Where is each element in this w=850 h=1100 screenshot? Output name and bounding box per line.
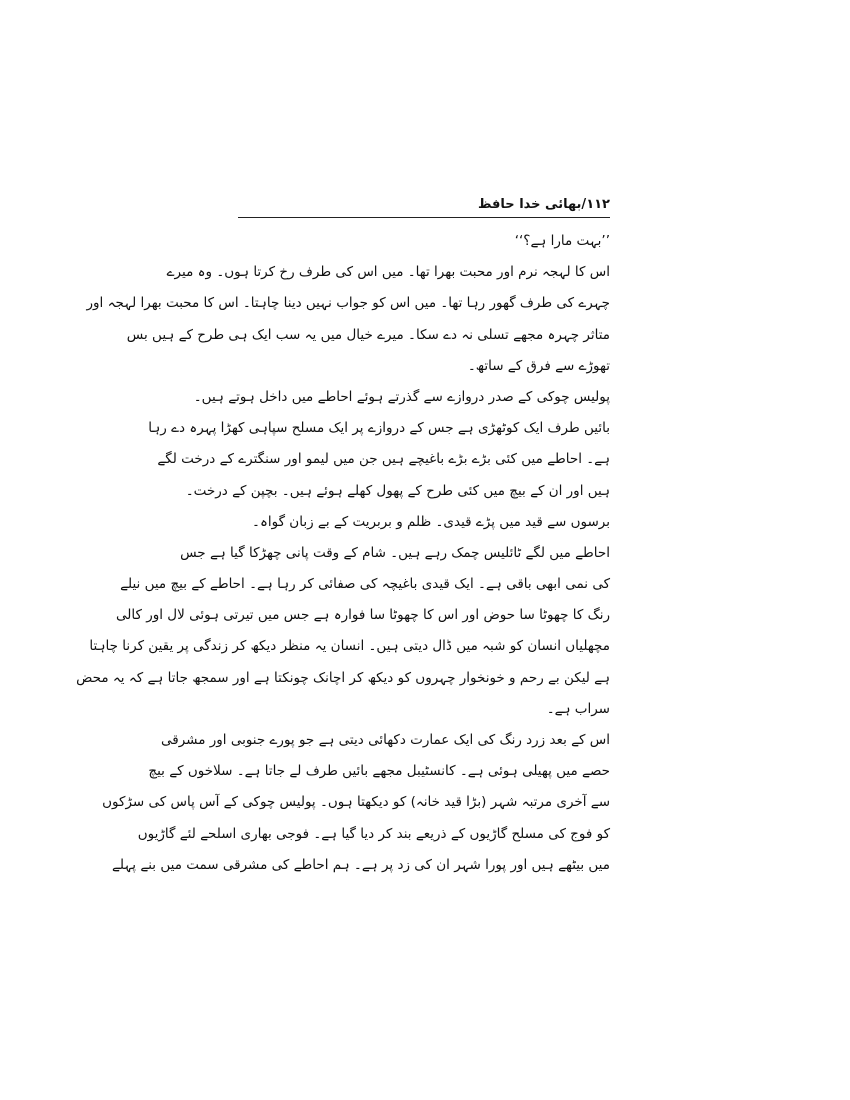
text-line: احاطے میں لگے ٹائلیس چمک رہے ہیں۔ شام کے وقت پانی چھڑکا گیا ہے جس — [180, 544, 610, 561]
running-header: ۱۱۲/بھائی خدا حافظ — [477, 197, 610, 212]
text-line: ہیں اور ان کے بیچ میں کئی طرح کے پھول کھلے ہوئے ہیں۔ بچپن کے درخت۔ — [185, 482, 610, 499]
text-line: بائیں طرف ایک کوٹھڑی ہے جس کے دروازے پر ایک مسلح سپاہی کھڑا پہرہ دے رہا — [148, 420, 610, 437]
body-text — [76, 226, 610, 881]
text-line: کی نمی ابھی باقی ہے۔ ایک قیدی باغیچہ کی صفائی کر رہا ہے۔ احاطے کے بیچ میں نیلے — [120, 576, 610, 593]
text-line: اس کا لہجہ نرم اور محبت بھرا تھا۔ میں اس کی طرف رخ کرتا ہوں۔ وہ میرے — [166, 264, 610, 281]
text-line: رنگ کا چھوٹا سا حوض اور اس کا چھوٹا سا فوارہ ہے جس میں تیرتی ہوئی لال اور کالی — [116, 607, 610, 624]
text-line: ’’بہت مارا ہے؟‘‘ — [514, 233, 610, 249]
text-line: چہرے کی طرف گھور رہا تھا۔ میں اس کو جواب نہیں دینا چاہتا۔ اس کا محبت بھرا لہجہ اور — [86, 295, 610, 312]
text-line: برسوں سے قید میں پڑے قیدی۔ ظلم و بربریت کے بے زبان گواہ۔ — [252, 513, 610, 530]
text-line: کو فوج کی مسلح گاڑیوں کے ذریعے بند کر دیا گیا ہے۔ فوجی بھاری اسلحے لئے گاڑیوں — [137, 825, 610, 842]
text-line: مچھلیاں انسان کو شبہ میں ڈال دیتی ہیں۔ انسان یہ منظر دیکھ کر زندگی پر یقین کرنا چاہتا — [89, 638, 610, 655]
text-line: میں بیٹھے ہیں اور پورا شہر ان کی زد پر ہے۔ ہم احاطے کی مشرقی سمت میں بنے پہلے — [111, 856, 610, 873]
text-line: ہے لیکن بے رحم و خونخوار چہروں کو دیکھ کر اچانک چونکتا ہے اور سمجھ جاتا ہے کہ یہ محض — [76, 669, 610, 686]
text-line: سے آخری مرتبہ شہر (بڑا قید خانہ) کو دیکھتا ہوں۔ پولیس چوکی کے آس پاس کی سڑکوں — [102, 794, 610, 811]
text-line: پولیس چوکی کے صدر دروازے سے گذرتے ہوئے احاطے میں داخل ہوتے ہیں۔ — [193, 388, 610, 405]
text-line: حصے میں پھیلی ہوئی ہے۔ کانسٹیبل مجھے بائیں طرف لے جاتا ہے۔ سلاخوں کے بیچ — [148, 763, 610, 780]
text-line: متاثر چہرہ مجھے تسلی نہ دے سکا۔ میرے خیال میں یہ سب ایک ہی طرح کے ہیں بس — [126, 326, 610, 343]
text-line: ہے۔ احاطے میں کئی بڑے بڑے باغیچے ہیں جن میں لیمو اور سنگترے کے درخت لگے — [157, 451, 610, 468]
text-line: اس کے بعد زرد رنگ کی ایک عمارت دکھائی دیتی ہے جو پورے جنوبی اور مشرقی — [161, 732, 610, 748]
text-line: سراب ہے۔ — [546, 700, 610, 717]
text-line: تھوڑے سے فرق کے ساتھ۔ — [467, 357, 610, 374]
header-rule — [238, 217, 610, 218]
